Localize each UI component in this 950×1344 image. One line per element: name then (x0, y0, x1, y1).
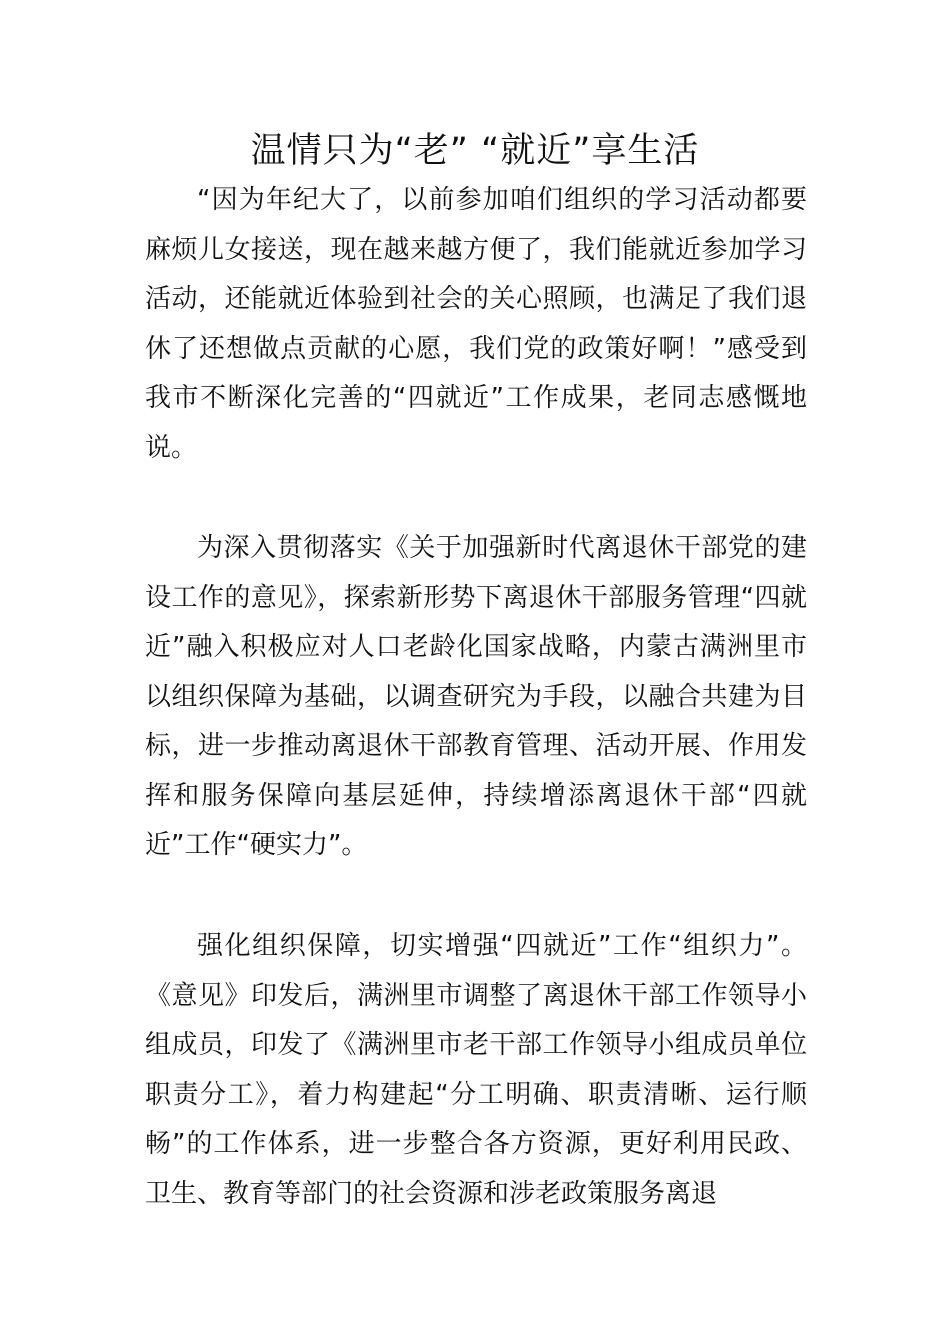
paragraph-text: 强化组织保障，切实增强“四就近”工作“组织力”。《意见》印发后，满洲里市调整了离退休干部工作领导小组成员，印发了《满洲里市老干部工作领导小组成员单位职责分工》，着力构建起“分工明确、职责清晰、运行顺畅”的工作体系，进一步整合各方资源，更好利用民政、卫生、教育等部门的社会资源和涉老政策服务离退 (145, 931, 807, 1209)
paragraph-text: “因为年纪大了，以前参加咱们组织的学习活动都要麻烦儿女接送，现在越来越方便了，我们能就近参加学习活动，还能就近体验到社会的关心照顾，也满足了我们退休了还想做点贡献的心愿，我们党的政策好啊！”感受到我市不断深化完善的“四就近”工作成果，老同志感慨地说。 (145, 185, 807, 463)
paragraph-text: 为深入贯彻落实《关于加强新时代离退休干部党的建设工作的意见》，探索新形势下离退休干部服务管理“四就近”融入积极应对人口老龄化国家战略，内蒙古满洲里市以组织保障为基础，以调查研究为手段，以融合共建为目标，进一步推动离退休干部教育管理、活动开展、作用发挥和服务保障向基层延伸，持续增添离退休干部“四就近”工作“硬实力”。 (145, 533, 807, 860)
document-title: 温情只为“老” “就近”享生活 (250, 131, 700, 171)
paragraph-3 (145, 922, 807, 1219)
paragraph-1 (145, 176, 807, 473)
paragraph-2 (145, 524, 807, 871)
